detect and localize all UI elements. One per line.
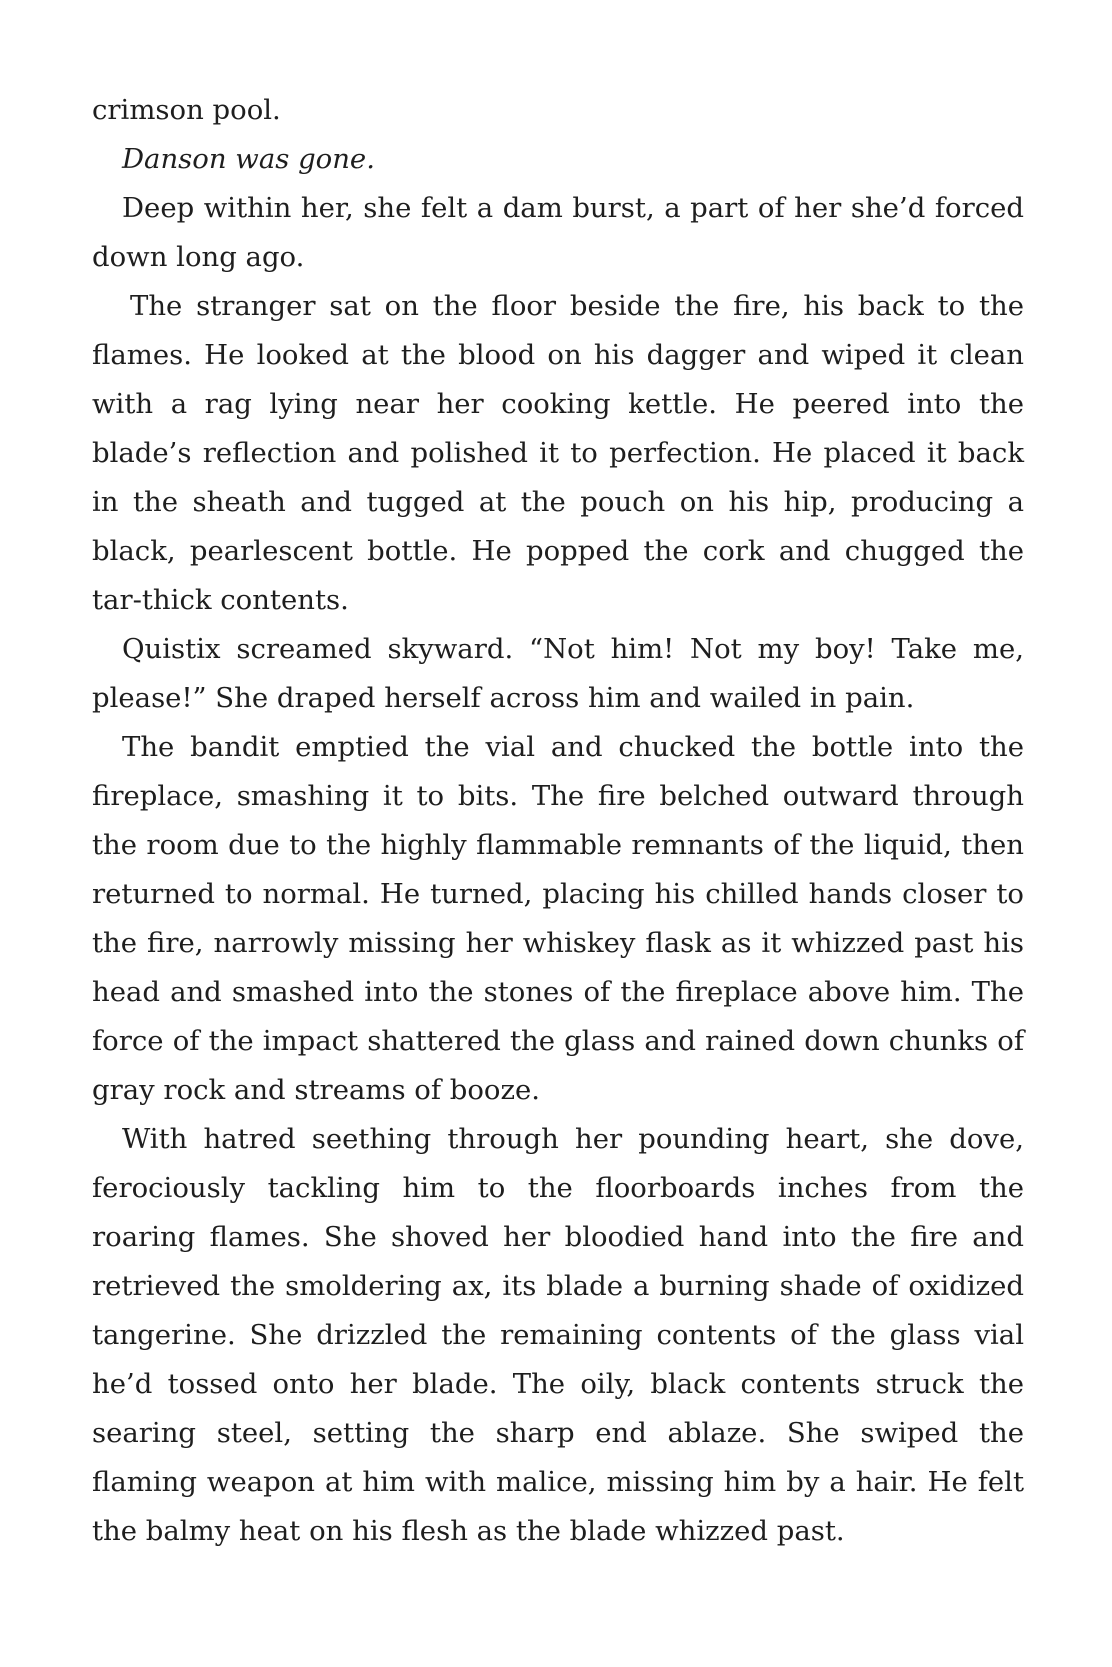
paragraph: The stranger sat on the floor beside the fire, his back to the flames. He looked at the blood on his dagger and wiped it clean with a rag lying near her cooking kettle. He peered into the blade’s reflection and polished it to perfection. He placed it back in the sheath and tugged at the pouch on his hip, producing a black, pearlescent bottle. He popped the cork and chugged the tar-thick contents. bbox=[92, 290, 1024, 616]
book-page bbox=[92, 86, 1024, 1556]
paragraph-continuation: crimson pool. bbox=[92, 94, 281, 126]
paragraph: The bandit emptied the vial and chucked the bottle into the fireplace, smashing it to bits. The fire belched outward through the room due to the highly flammable remnants of the liquid, then returned to normal. He turned, placing his chilled hands closer to the fire, narrowly missing her whiskey flask as it whizzed past his head and smashed into the stones of the fireplace above him. The force of the impact shattered the glass and rained down chunks of gray rock and streams of booze. bbox=[92, 731, 1024, 1106]
paragraph: Quistix screamed skyward. “Not him! Not my boy! Take me, please!” She draped herself across him and wailed in pain. bbox=[92, 633, 1024, 714]
paragraph: Deep within her, she felt a dam burst, a part of her she’d forced down long ago. bbox=[92, 192, 1024, 273]
paragraph: With hatred seething through her pounding heart, she dove, ferociously tackling him to the floorboards inches from the roaring flames. She shoved her bloodied hand into the fire and retrieved the smoldering ax, its blade a burning shade of oxidized tangerine. She drizzled the remaining contents of the glass vial he’d tossed onto her blade. The oily, black contents struck the searing steel, setting the sharp end ablaze. She swiped the flaming weapon at him with malice, missing him by a hair. He felt the balmy heat on his flesh as the blade whizzed past. bbox=[92, 1123, 1024, 1547]
paragraph-italic-line: Danson was gone. bbox=[122, 143, 375, 175]
